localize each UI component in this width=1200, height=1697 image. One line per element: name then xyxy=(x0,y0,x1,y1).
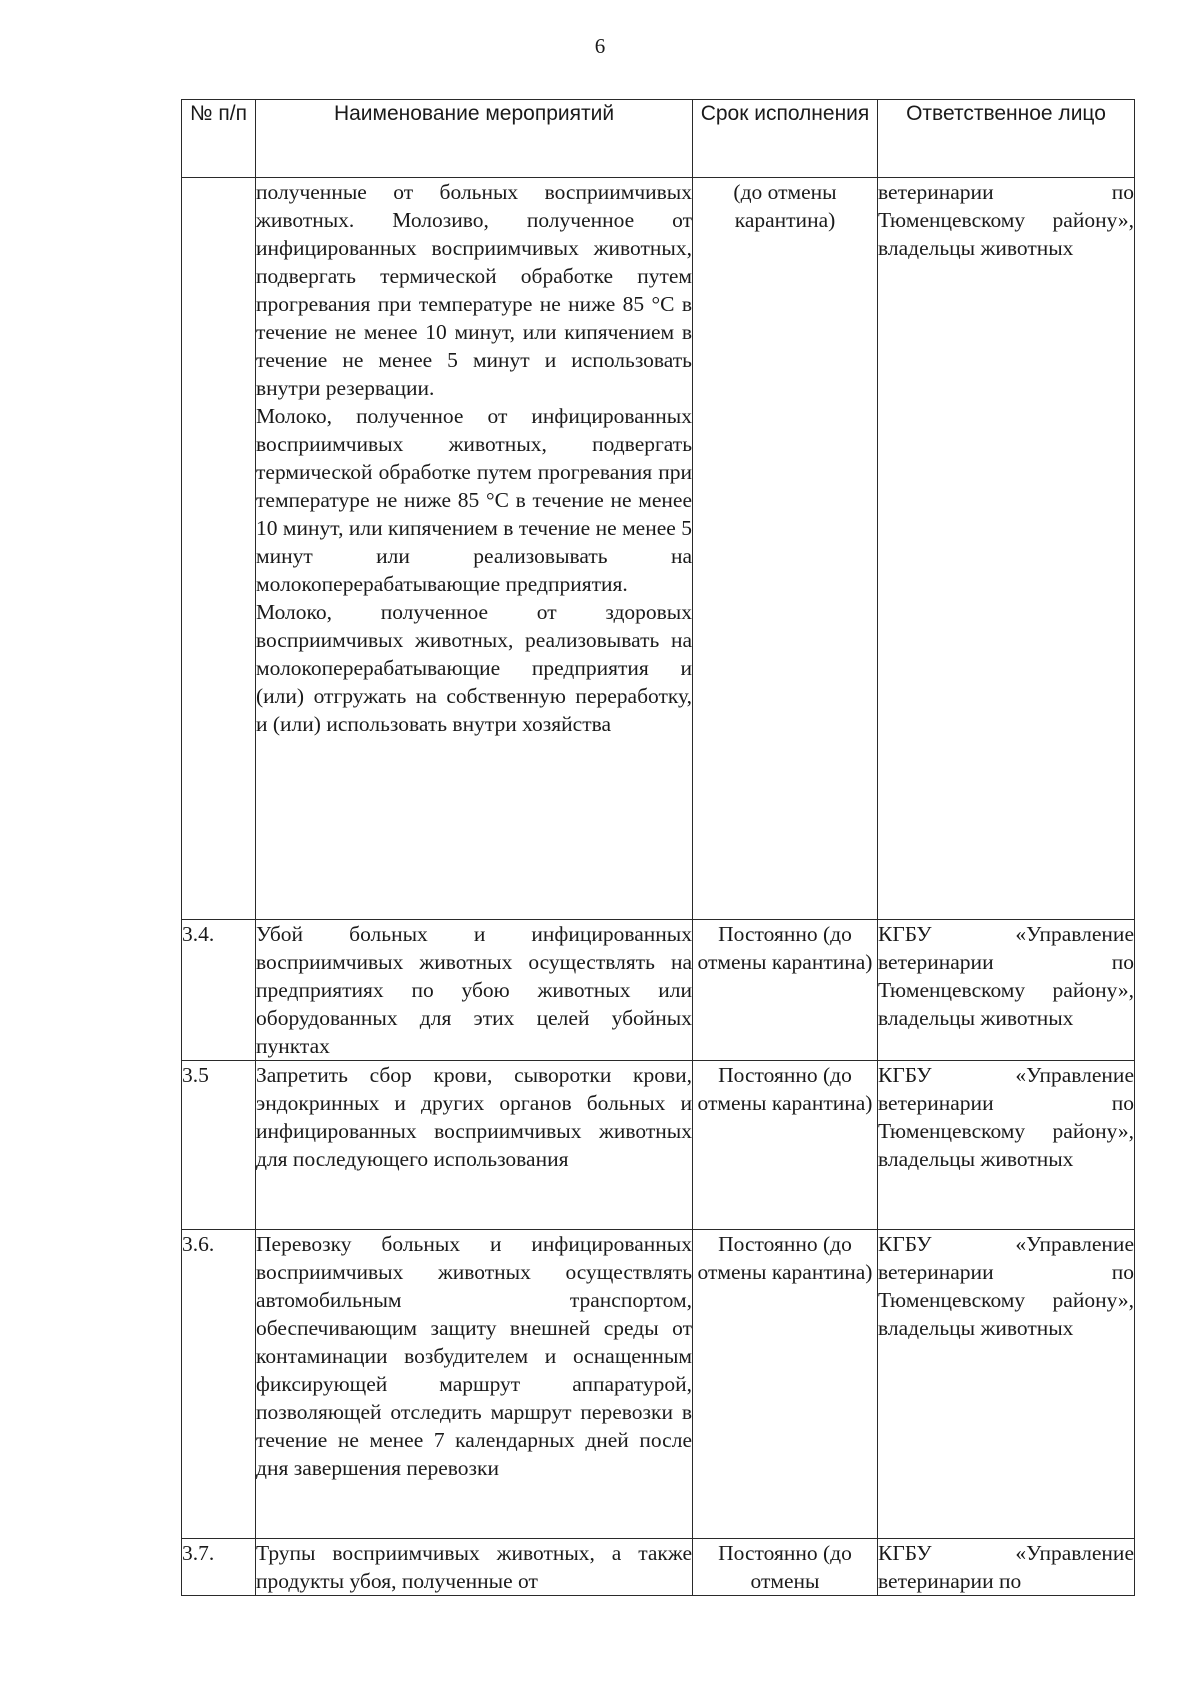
table-row xyxy=(182,178,1135,920)
header-measure-name: Наименование мероприятий xyxy=(256,100,693,178)
measure-paragraph: полученные от больных восприимчивых животных. Молозиво, полученное от инфицированных восприимчивых животных, подвергать термической обработке путем прогревания при температуре не ниже 85 °С в течение не менее 10 минут, или кипячением в течение не менее 5 минут и использовать внутри резервации. xyxy=(256,180,692,400)
measure-paragraph: Запретить сбор крови, сыворотки крови, эндокринных и других органов больных и инфицированных восприимчивых животных для последующего использования xyxy=(256,1063,692,1171)
deadline-cell: Постоянно (до отмены карантина) xyxy=(693,1061,878,1230)
header-responsible: Ответственное лицо xyxy=(878,100,1135,178)
responsible-cell: КГБУ «Управление ветеринарии по xyxy=(878,1539,1135,1596)
responsible-cell: КГБУ «Управление ветеринарии по Тюменцевскому району», владельцы животных xyxy=(878,1061,1135,1230)
measure-paragraph: Перевозку больных и инфицированных восприимчивых животных осуществлять автомобильным транспортом, обеспечивающим защиту внешней среды от контаминации возбудителем и оснащенным фиксирующей маршрут аппаратурой, позволяющей отследить маршрут перевозки в течение не менее 7 календарных дней после дня завершения перевозки xyxy=(256,1232,692,1480)
measures-table xyxy=(181,99,1135,1596)
deadline-cell: Постоянно (до отмены карантина) xyxy=(693,1230,878,1539)
responsible-cell: КГБУ «Управление ветеринарии по Тюменцевскому району», владельцы животных xyxy=(878,1230,1135,1539)
measure-paragraph: Молоко, полученное от здоровых восприимчивых животных, реализовывать на молокоперерабатывающие предприятия и (или) отгружать на собственную переработку, и (или) использовать внутри хозяйства xyxy=(256,600,692,736)
measure-paragraph: Трупы восприимчивых животных, а также продукты убоя, полученные от xyxy=(256,1541,692,1593)
header-deadline: Срок исполнения xyxy=(693,100,878,178)
header-number: № п/п xyxy=(182,100,256,178)
table-row xyxy=(182,920,1135,1061)
measure-paragraph: Молоко, полученное от инфицированных восприимчивых животных, подвергать термической обработке путем прогревания при температуре не ниже 85 °С в течение не менее 10 минут, или кипячением в течение не менее 5 минут или реализовывать на молокоперерабатывающие предприятия. xyxy=(256,404,692,596)
measure-text xyxy=(256,920,693,1061)
row-number: 3.5 xyxy=(182,1061,256,1230)
table-row xyxy=(182,1230,1135,1539)
responsible-cell: КГБУ «Управление ветеринарии по Тюменцевскому району», владельцы животных xyxy=(878,920,1135,1061)
deadline-cell: (до отмены карантина) xyxy=(693,178,878,920)
measure-text xyxy=(256,1539,693,1596)
page-number: 6 xyxy=(594,34,606,58)
table-row xyxy=(182,1539,1135,1596)
row-number: 3.4. xyxy=(182,920,256,1061)
measure-text xyxy=(256,1230,693,1539)
measure-text xyxy=(256,1061,693,1230)
row-number xyxy=(182,178,256,920)
measure-paragraph: Убой больных и инфицированных восприимчивых животных осуществлять на предприятиях по убою животных или оборудованных для этих целей убойных пунктах xyxy=(256,922,692,1058)
row-number: 3.6. xyxy=(182,1230,256,1539)
responsible-cell: ветеринарии по Тюменцевскому району», владельцы животных xyxy=(878,178,1135,920)
deadline-cell: Постоянно (до отмены карантина) xyxy=(693,920,878,1061)
table-header-row xyxy=(182,100,1135,178)
table-row xyxy=(182,1061,1135,1230)
deadline-cell: Постоянно (до отмены xyxy=(693,1539,878,1596)
measure-text xyxy=(256,178,693,920)
row-number: 3.7. xyxy=(182,1539,256,1596)
